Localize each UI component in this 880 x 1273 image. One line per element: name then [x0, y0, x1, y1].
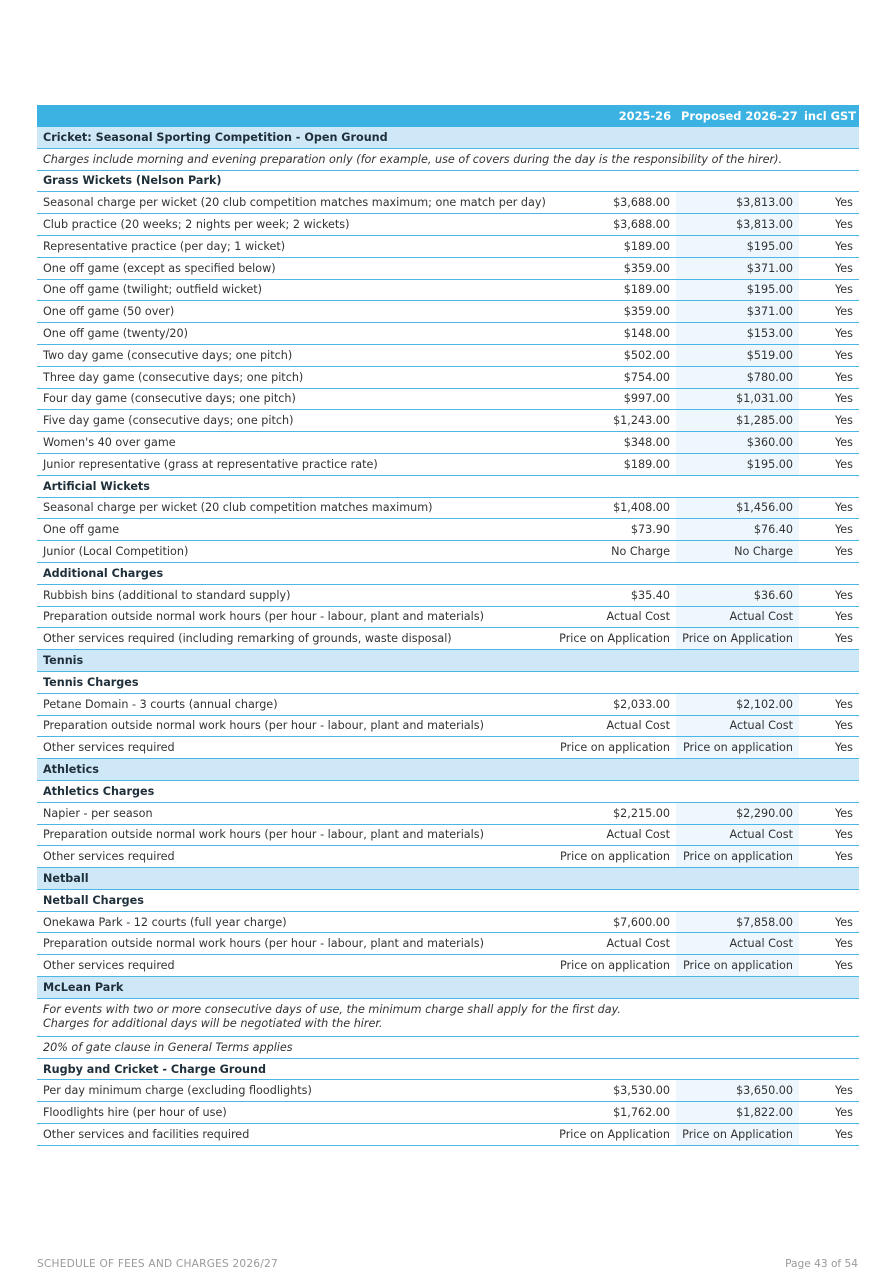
subcategory-row: [37, 562, 859, 584]
table-row: [37, 693, 859, 715]
row-incl-gst: Yes: [799, 541, 859, 563]
category-row: [37, 650, 859, 672]
row-incl-gst: Yes: [799, 824, 859, 846]
table-row: [37, 802, 859, 824]
row-current-fee: Price on application: [548, 955, 676, 977]
category-heading: Athletics: [37, 759, 859, 781]
row-incl-gst: Yes: [799, 301, 859, 323]
subcategory-heading: Artificial Wickets: [37, 475, 859, 497]
row-current-fee: $3,688.00: [548, 192, 676, 214]
row-description: Junior representative (grass at representative practice rate): [37, 453, 548, 475]
footer-page-number: Page 43 of 54: [785, 1258, 858, 1270]
row-incl-gst: Yes: [799, 235, 859, 257]
row-incl-gst: Yes: [799, 410, 859, 432]
table-row: [37, 192, 859, 214]
subcategory-heading: Netball Charges: [37, 889, 859, 911]
table-row: [37, 214, 859, 236]
row-incl-gst: Yes: [799, 955, 859, 977]
category-heading: Cricket: Seasonal Sporting Competition - Open Ground: [37, 127, 859, 148]
row-description: Representative practice (per day; 1 wicket): [37, 235, 548, 257]
row-current-fee: $2,215.00: [548, 802, 676, 824]
row-incl-gst: Yes: [799, 802, 859, 824]
row-incl-gst: Yes: [799, 519, 859, 541]
row-proposed-fee: Price on application: [676, 955, 799, 977]
table-row: [37, 519, 859, 541]
row-proposed-fee: Price on Application: [676, 628, 799, 650]
row-incl-gst: Yes: [799, 344, 859, 366]
row-proposed-fee: $1,822.00: [676, 1102, 799, 1124]
category-row: [37, 868, 859, 890]
subcategory-row: [37, 475, 859, 497]
subcategory-row: [37, 671, 859, 693]
row-current-fee: Actual Cost: [548, 715, 676, 737]
subcategory-heading: Additional Charges: [37, 562, 859, 584]
header-incl-gst: incl GST: [799, 105, 859, 127]
table-row: [37, 541, 859, 563]
subcategory-heading: Grass Wickets (Nelson Park): [37, 170, 859, 192]
table-row: [37, 846, 859, 868]
category-heading: McLean Park: [37, 977, 859, 999]
row-incl-gst: Yes: [799, 432, 859, 454]
subcategory-row: [37, 170, 859, 192]
table-row: [37, 606, 859, 628]
row-current-fee: Actual Cost: [548, 933, 676, 955]
row-current-fee: $502.00: [548, 344, 676, 366]
row-current-fee: $359.00: [548, 301, 676, 323]
row-proposed-fee: $780.00: [676, 366, 799, 388]
table-row: [37, 432, 859, 454]
row-description: Rubbish bins (additional to standard supply): [37, 584, 548, 606]
row-description: One off game (twenty/20): [37, 323, 548, 345]
row-description: Petane Domain - 3 courts (annual charge): [37, 693, 548, 715]
row-description: One off game (except as specified below): [37, 257, 548, 279]
row-incl-gst: Yes: [799, 1124, 859, 1146]
table-row: [37, 388, 859, 410]
note-text: Charges include morning and evening preparation only (for example, use of covers during the day is the responsibility of the hirer).: [37, 148, 859, 170]
row-current-fee: $35.40: [548, 584, 676, 606]
table-row: [37, 628, 859, 650]
table-row: [37, 366, 859, 388]
table-row: [37, 453, 859, 475]
row-proposed-fee: $1,285.00: [676, 410, 799, 432]
header-current-year: 2025-26: [548, 105, 676, 127]
subcategory-row: [37, 780, 859, 802]
row-proposed-fee: Price on Application: [676, 1124, 799, 1146]
row-proposed-fee: Actual Cost: [676, 933, 799, 955]
table-row: [37, 1080, 859, 1102]
row-current-fee: Price on Application: [548, 628, 676, 650]
table-row: [37, 955, 859, 977]
category-row: [37, 977, 859, 999]
row-current-fee: $7,600.00: [548, 911, 676, 933]
row-incl-gst: Yes: [799, 192, 859, 214]
table-row: [37, 737, 859, 759]
header-description: [37, 105, 548, 127]
note-line: Charges for additional days will be negotiated with the hirer.: [43, 1017, 383, 1031]
row-description: Preparation outside normal work hours (per hour - labour, plant and materials): [37, 933, 548, 955]
row-proposed-fee: $371.00: [676, 301, 799, 323]
row-proposed-fee: $371.00: [676, 257, 799, 279]
row-description: Junior (Local Competition): [37, 541, 548, 563]
row-current-fee: $2,033.00: [548, 693, 676, 715]
row-incl-gst: Yes: [799, 737, 859, 759]
row-incl-gst: Yes: [799, 366, 859, 388]
row-description: One off game: [37, 519, 548, 541]
row-description: Women's 40 over game: [37, 432, 548, 454]
row-incl-gst: Yes: [799, 279, 859, 301]
row-current-fee: $1,762.00: [548, 1102, 676, 1124]
row-proposed-fee: Price on application: [676, 737, 799, 759]
row-description: Four day game (consecutive days; one pitch): [37, 388, 548, 410]
row-proposed-fee: Actual Cost: [676, 606, 799, 628]
footer-document-title: SCHEDULE OF FEES AND CHARGES 2026/27: [37, 1258, 278, 1270]
row-description: Club practice (20 weeks; 2 nights per week; 2 wickets): [37, 214, 548, 236]
row-proposed-fee: $1,031.00: [676, 388, 799, 410]
row-incl-gst: Yes: [799, 846, 859, 868]
row-proposed-fee: $3,650.00: [676, 1080, 799, 1102]
row-proposed-fee: $2,290.00: [676, 802, 799, 824]
row-proposed-fee: $7,858.00: [676, 911, 799, 933]
row-proposed-fee: $195.00: [676, 279, 799, 301]
table-row: [37, 323, 859, 345]
subcategory-heading: Rugby and Cricket - Charge Ground: [37, 1058, 859, 1080]
subcategory-heading: Athletics Charges: [37, 780, 859, 802]
row-incl-gst: Yes: [799, 606, 859, 628]
row-current-fee: $997.00: [548, 388, 676, 410]
table-row: [37, 235, 859, 257]
table-row: [37, 497, 859, 519]
row-current-fee: Actual Cost: [548, 824, 676, 846]
table-row: [37, 911, 859, 933]
category-row: [37, 759, 859, 781]
row-description: Seasonal charge per wicket (20 club competition matches maximum; one match per day): [37, 192, 548, 214]
row-description: Other services required: [37, 737, 548, 759]
row-description: Per day minimum charge (excluding floodlights): [37, 1080, 548, 1102]
row-current-fee: $754.00: [548, 366, 676, 388]
row-current-fee: $148.00: [548, 323, 676, 345]
category-heading: Netball: [37, 868, 859, 890]
note-row: [37, 148, 859, 170]
row-description: Three day game (consecutive days; one pitch): [37, 366, 548, 388]
note-row: [37, 998, 859, 1036]
row-incl-gst: Yes: [799, 257, 859, 279]
row-current-fee: $73.90: [548, 519, 676, 541]
row-current-fee: $1,243.00: [548, 410, 676, 432]
row-description: Five day game (consecutive days; one pitch): [37, 410, 548, 432]
category-row: [37, 127, 859, 148]
row-proposed-fee: $36.60: [676, 584, 799, 606]
table-row: [37, 410, 859, 432]
subcategory-row: [37, 889, 859, 911]
row-description: Other services required: [37, 846, 548, 868]
category-heading: Tennis: [37, 650, 859, 672]
note-text: 20% of gate clause in General Terms applies: [37, 1036, 859, 1058]
row-incl-gst: Yes: [799, 214, 859, 236]
row-current-fee: $348.00: [548, 432, 676, 454]
row-incl-gst: Yes: [799, 628, 859, 650]
row-proposed-fee: $360.00: [676, 432, 799, 454]
row-incl-gst: Yes: [799, 911, 859, 933]
row-proposed-fee: $3,813.00: [676, 192, 799, 214]
header-proposed-year: Proposed 2026-27: [676, 105, 799, 127]
row-proposed-fee: $195.00: [676, 453, 799, 475]
row-incl-gst: Yes: [799, 323, 859, 345]
header-row: [37, 105, 859, 127]
row-description: Floodlights hire (per hour of use): [37, 1102, 548, 1124]
table-body: [37, 127, 859, 1145]
table-row: [37, 715, 859, 737]
row-current-fee: $3,530.00: [548, 1080, 676, 1102]
table-row: [37, 301, 859, 323]
table-row: [37, 1124, 859, 1146]
row-incl-gst: Yes: [799, 693, 859, 715]
row-incl-gst: Yes: [799, 453, 859, 475]
row-description: Preparation outside normal work hours (per hour - labour, plant and materials): [37, 824, 548, 846]
row-proposed-fee: Price on application: [676, 846, 799, 868]
note-text: [37, 998, 859, 1036]
row-proposed-fee: $153.00: [676, 323, 799, 345]
row-proposed-fee: $3,813.00: [676, 214, 799, 236]
row-description: Preparation outside normal work hours (per hour - labour, plant and materials): [37, 715, 548, 737]
subcategory-row: [37, 1058, 859, 1080]
note-row: [37, 1036, 859, 1058]
row-current-fee: $189.00: [548, 279, 676, 301]
row-incl-gst: Yes: [799, 584, 859, 606]
row-proposed-fee: No Charge: [676, 541, 799, 563]
row-incl-gst: Yes: [799, 1102, 859, 1124]
row-current-fee: Price on Application: [548, 1124, 676, 1146]
fees-table: [37, 105, 859, 1146]
row-current-fee: $189.00: [548, 235, 676, 257]
table-row: [37, 933, 859, 955]
row-current-fee: Actual Cost: [548, 606, 676, 628]
subcategory-heading: Tennis Charges: [37, 671, 859, 693]
table-row: [37, 584, 859, 606]
row-current-fee: No Charge: [548, 541, 676, 563]
row-proposed-fee: Actual Cost: [676, 715, 799, 737]
note-line: For events with two or more consecutive days of use, the minimum charge shall apply for the first day.: [43, 1002, 621, 1016]
row-description: One off game (50 over): [37, 301, 548, 323]
row-description: Other services and facilities required: [37, 1124, 548, 1146]
row-proposed-fee: $2,102.00: [676, 693, 799, 715]
table-row: [37, 344, 859, 366]
row-proposed-fee: $1,456.00: [676, 497, 799, 519]
table-header: [37, 105, 859, 127]
row-proposed-fee: $76.40: [676, 519, 799, 541]
row-current-fee: $359.00: [548, 257, 676, 279]
row-proposed-fee: $195.00: [676, 235, 799, 257]
table-row: [37, 279, 859, 301]
row-description: One off game (twilight; outfield wicket): [37, 279, 548, 301]
row-incl-gst: Yes: [799, 497, 859, 519]
row-proposed-fee: Actual Cost: [676, 824, 799, 846]
row-description: Seasonal charge per wicket (20 club competition matches maximum): [37, 497, 548, 519]
row-description: Preparation outside normal work hours (per hour - labour, plant and materials): [37, 606, 548, 628]
row-incl-gst: Yes: [799, 933, 859, 955]
table-row: [37, 1102, 859, 1124]
row-current-fee: $3,688.00: [548, 214, 676, 236]
row-incl-gst: Yes: [799, 388, 859, 410]
row-current-fee: $189.00: [548, 453, 676, 475]
row-current-fee: $1,408.00: [548, 497, 676, 519]
row-current-fee: Price on application: [548, 737, 676, 759]
row-description: Other services required (including remarking of grounds, waste disposal): [37, 628, 548, 650]
row-proposed-fee: $519.00: [676, 344, 799, 366]
table-row: [37, 824, 859, 846]
row-description: Two day game (consecutive days; one pitch): [37, 344, 548, 366]
row-current-fee: Price on application: [548, 846, 676, 868]
table-row: [37, 257, 859, 279]
row-description: Napier - per season: [37, 802, 548, 824]
row-description: Other services required: [37, 955, 548, 977]
row-description: Onekawa Park - 12 courts (full year charge): [37, 911, 548, 933]
row-incl-gst: Yes: [799, 1080, 859, 1102]
row-incl-gst: Yes: [799, 715, 859, 737]
